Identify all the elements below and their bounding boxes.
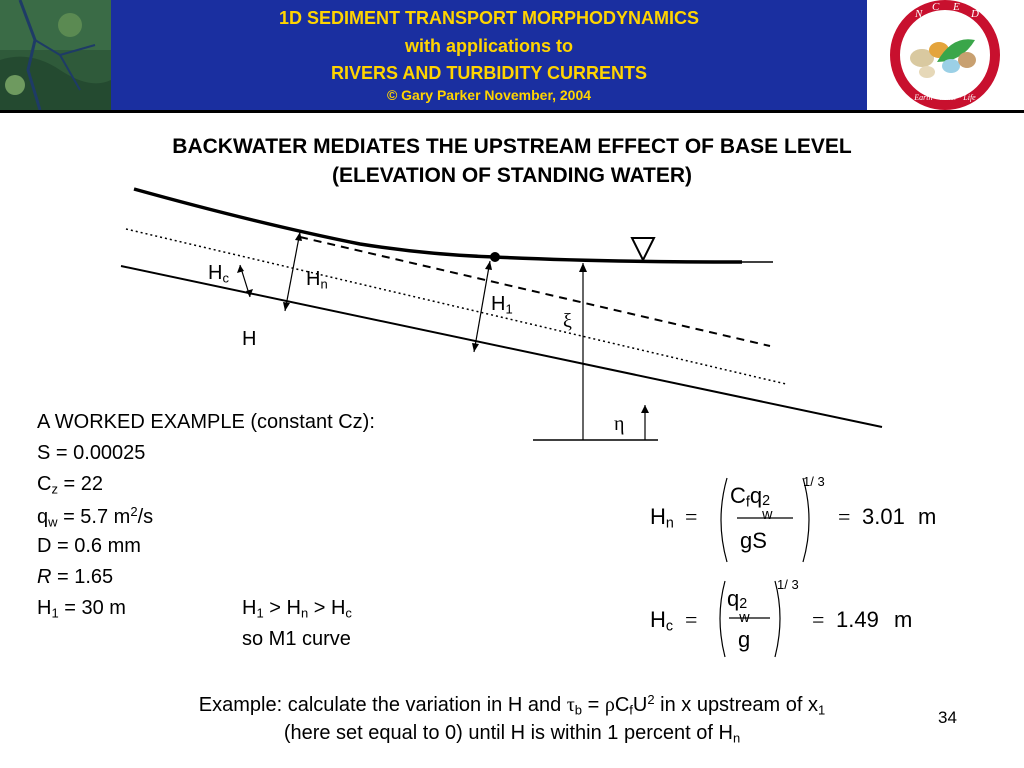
- logo-letter-c: C: [932, 1, 940, 13]
- bottom-line2: (here set equal to 0) until H is within 1 percent of $H_n$: [283, 722, 741, 746]
- water-surface: [134, 189, 742, 262]
- formula-hn-numerator: $C_fq$ 2 w: [730, 483, 773, 523]
- formula-hc: $H_c$ = q 2 w g 1/ 3 = 1.49 m: [640, 573, 980, 663]
- header-title-line2: with applications to: [404, 36, 573, 56]
- label-xi: ξ: [563, 310, 572, 332]
- formula-hn-result: 3.01: [862, 504, 905, 529]
- example-qw: $q_w = 5.7$ $m^2/s$: [37, 504, 154, 530]
- logo-letter-n: N: [915, 8, 923, 20]
- normal-depth-line: [300, 237, 770, 346]
- label-hn: $H_n$: [306, 268, 328, 292]
- formula-hn-unit: m: [918, 504, 937, 529]
- page-number: 34: [938, 708, 957, 727]
- label-eta: η: [614, 413, 625, 435]
- example-heading: A WORKED EXAMPLE (constant Cz):: [37, 411, 375, 433]
- logo-ring-text: Earth · Water · Life: [914, 93, 976, 102]
- label-hc: $H_c$: [208, 262, 229, 286]
- critical-depth-line: [126, 229, 786, 384]
- formula-hc-numerator: q 2 w: [727, 586, 750, 626]
- header-title-line3: RIVERS AND TURBIDITY CURRENTS: [330, 63, 648, 83]
- example-r: R = 1.65: [37, 566, 114, 588]
- header-copyright: © Gary Parker November, 2004: [386, 87, 592, 103]
- h1-arrow: [474, 261, 490, 352]
- example-h1: $H_1 = 30$ m: [37, 597, 126, 621]
- slide-title-line2: (ELEVATION OF STANDING WATER): [331, 164, 693, 187]
- formula-hc-unit: m: [894, 607, 913, 632]
- water-level-icon: [632, 238, 654, 260]
- formula-hc-result: 1.49: [836, 607, 879, 632]
- logo-letter-e: E: [953, 1, 960, 13]
- formula-hn: $H_n$ = $C_fq$ 2 w gS 1/ 3 = 3.01 m: [640, 470, 980, 570]
- example-cz: $C_z = 22$: [37, 473, 103, 497]
- label-h1: $H_1$: [491, 293, 513, 317]
- example-d: D = 0.6 mm: [37, 535, 141, 557]
- formula-hc-power: 1/ 3: [777, 577, 799, 592]
- formula-hn-denominator: gS: [740, 528, 767, 553]
- example-slope: S = 0.00025: [37, 442, 146, 464]
- formula-hc-denominator: g: [738, 627, 751, 652]
- label-h: H: [242, 328, 257, 350]
- bottom-line1: Example: calculate the variation in H and $\tau_b = \rho C_fU^2$ in x upstream of $x_1$: [198, 692, 826, 718]
- example-inequality: $H_1 > H_n > H_c$: [242, 597, 352, 621]
- hn-arrow: [285, 232, 300, 311]
- logo-letter-d: D: [971, 8, 979, 20]
- slide-title-line1: BACKWATER MEDIATES THE UPSTREAM EFFECT OF BASE LEVEL: [172, 135, 852, 158]
- header-title-line1: 1D SEDIMENT TRANSPORT MORPHODYNAMICS: [278, 8, 700, 28]
- x1-point: [490, 252, 500, 262]
- example-m1-curve: so M1 curve: [242, 628, 351, 650]
- formula-hn-power: 1/ 3: [803, 474, 825, 489]
